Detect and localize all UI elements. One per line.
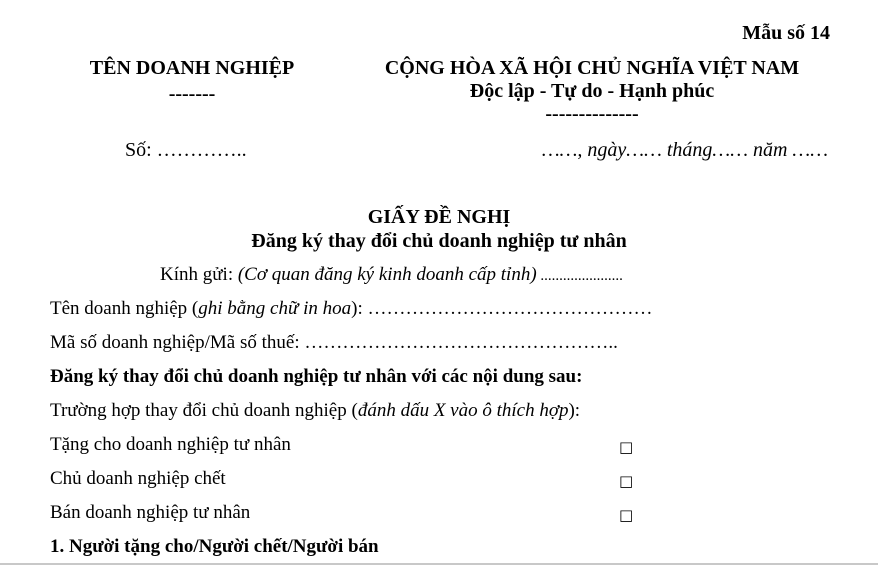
document-title: GIẤY ĐỀ NGHỊ [367,206,511,228]
option-death-checkbox[interactable]: □ [619,472,634,490]
tax-code-field: Mã số doanh nghiệp/Mã số thuế: ………………………………………….. [50,332,618,353]
form-number: Mẫu số 14 [742,22,830,44]
change-case-hint: đánh dấu X vào ô thích hợp [357,400,569,421]
company-name-dots: ): ……………………………………… [351,298,653,319]
change-case-prefix: Trường hợp thay đổi chủ doanh nghiệp ( [50,400,358,421]
company-name-header: TÊN DOANH NGHIỆP [89,57,295,79]
date-line: ……, ngày…… tháng…… năm …… [541,139,828,161]
company-divider: ------- [168,83,216,105]
change-case-line [50,400,580,422]
option-sale-label: Bán doanh nghiệp tư nhân [50,502,251,523]
recipient-value: (Cơ quan đăng ký kinh doanh cấp tỉnh) [237,264,537,285]
company-name-field [50,298,652,320]
country-name: CỘNG HÒA XÃ HỘI CHỦ NGHĨA VIỆT NAM [384,57,800,79]
motto-divider: -------------- [545,103,639,125]
option-death-label: Chủ doanh nghiệp chết [50,468,226,489]
company-name-hint: ghi bằng chữ in hoa [198,298,352,319]
document-subtitle: Đăng ký thay đổi chủ doanh nghiệp tư nhân [251,230,627,252]
company-name-label: Tên doanh nghiệp ( [50,298,199,319]
change-case-suffix: ): [568,400,581,421]
national-motto: Độc lập - Tự do - Hạnh phúc [469,80,715,102]
option-gift-label: Tặng cho doanh nghiệp tư nhân [50,434,291,455]
recipient-dots: ...................... [536,268,623,284]
section-heading: Đăng ký thay đổi chủ doanh nghiệp tư nhân với các nội dung sau: [50,366,583,387]
item-1-heading: 1. Người tặng cho/Người chết/Người bán [50,536,379,557]
option-sale-checkbox[interactable]: □ [619,506,634,524]
recipient-label: Kính gửi: [160,264,238,285]
option-gift-checkbox[interactable]: □ [619,438,634,456]
document-number: Số: ………….. [125,139,247,161]
recipient-line [160,264,623,286]
